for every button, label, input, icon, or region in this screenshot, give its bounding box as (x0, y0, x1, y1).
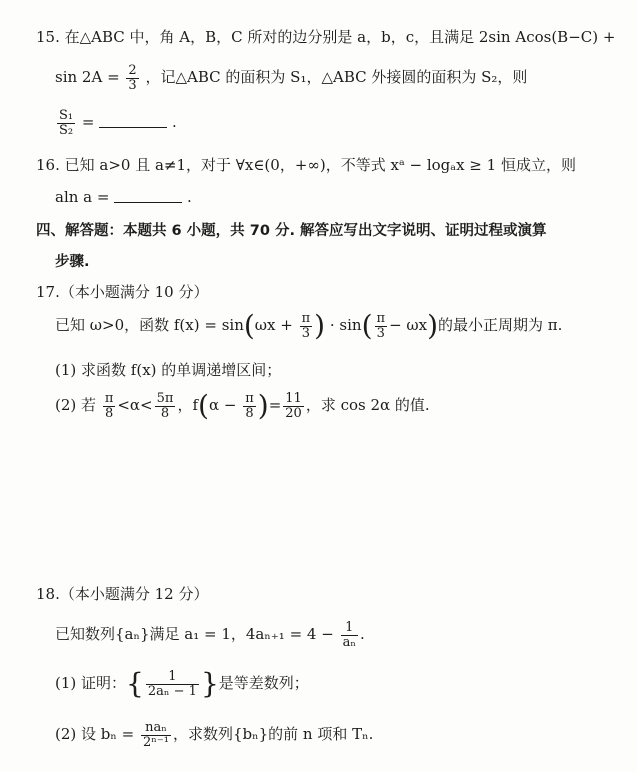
eight-den: 8 (160, 405, 170, 421)
section4-heading-line1: 四、解答题：本题共 6 小题，共 70 分. 解答应写出文字说明、证明过程或演算 (36, 223, 547, 239)
q15-fraction-two-thirds (126, 64, 138, 92)
q17-inner2: − ωx (389, 316, 428, 335)
q16-line1: 16. 已知 a>0 且 a≠1，对于 ∀x∈(0，+∞)，不等式 xᵃ − logₐx ≥ 1 恒成立，则 (36, 156, 576, 174)
q17-alpha-minus: α − (208, 396, 237, 415)
q17-inequality: <α< (117, 396, 153, 415)
pi-num: π (245, 391, 254, 406)
q15-equals: = (81, 113, 95, 132)
q17-frac-pi-3a (300, 312, 313, 340)
q15-line1: 15. 在△ABC 中，角 A，B，C 所对的边分别是 a，b，c，且满足 2sin Acos(B−C) + (36, 28, 616, 46)
q18-period: . (359, 625, 365, 644)
q18-frac-1-an (341, 621, 358, 649)
q17-frac-11-20 (283, 392, 304, 420)
q15-sin2a: sin 2A = (55, 68, 120, 87)
q16-period: . (187, 188, 192, 206)
two-an-minus-one-den: 2aₙ − 1 (147, 683, 197, 699)
three-den: 3 (301, 325, 311, 341)
q15-line2-text: ，记△ABC 的面积为 S₁，△ABC 外接圆的面积为 S₂，则 (145, 68, 528, 87)
q15-frac-num: 2 (128, 63, 137, 78)
pi-num: π (104, 391, 114, 406)
q17-inner1: ωx + (254, 316, 293, 335)
q18-part2-end: ，求数列{bₙ}的前 n 项和 Tₙ. (172, 725, 374, 744)
q17-f: ，f (177, 396, 199, 415)
q15-period: . (172, 113, 177, 132)
q15-s1: S₁ (59, 108, 74, 123)
q15-line3 (55, 109, 177, 137)
q18-part2-label: (2) 设 bₙ = (55, 725, 135, 744)
q18-part1-end: 是等差数列； (218, 674, 309, 693)
q17-part2: (2) 若 $\frac{\pi}{8}$ <α< $\frac{5\pi}{8}$ ，f(α − $\frac{\pi}{8}$ )= $\frac{11}{20}$ ，求 cos 2α 的值. (55, 389, 430, 423)
q15-answer-blank[interactable] (99, 115, 167, 128)
q17-frac-pi-8 (103, 392, 116, 420)
q18-header: 18.（本小题满分 12 分） (36, 585, 209, 603)
q17-part2-end: ，求 cos 2α 的值. (305, 396, 430, 415)
q15-line2 (55, 64, 527, 92)
q18-part2 (55, 721, 373, 749)
eight-den: 8 (245, 405, 254, 421)
q16-aln-a: aln a = (55, 188, 110, 206)
q18-frac-nan-2n (141, 721, 171, 749)
q18-part1-label: (1) 证明： (55, 674, 127, 693)
pi-num: π (376, 311, 386, 326)
q16-answer-blank[interactable] (114, 190, 182, 203)
an-den: aₙ (342, 634, 356, 650)
eleven-num: 11 (285, 391, 302, 406)
pi-num: π (301, 311, 311, 326)
one-num: 1 (341, 621, 358, 636)
two-pow-den: 2ⁿ⁻¹ (143, 734, 169, 750)
q17-times-sin: · sin (329, 316, 362, 335)
five-pi-num: 5π (156, 391, 174, 406)
q16-line2 (55, 188, 192, 206)
q17-frac-pi-8b (243, 392, 256, 420)
q15-fraction-s1-s2 (57, 109, 75, 137)
q18-frac-1-2an-1 (146, 670, 199, 698)
q18-sequence-def: 已知数列{aₙ}满足 a₁ = 1，4aₙ₊₁ = 4 − (55, 625, 334, 644)
section4-heading-line2: 步骤. (55, 254, 90, 270)
q18-part1: (1) 证明：{ $\frac{1}{\text{2aₙ − 1}}$ }是等差数列； (55, 667, 309, 701)
twenty-den: 20 (285, 405, 302, 421)
q17-header: 17.（本小题满分 10 分） (36, 283, 209, 301)
q17-period-text: 的最小正周期为 π. (438, 316, 563, 335)
q17-part2-label: (2) 若 (55, 396, 97, 415)
q17-function-def: 已知 ω>0，函数 f(x) = sin (55, 316, 244, 335)
eight-den: 8 (104, 405, 114, 421)
q17-part1: (1) 求函数 f(x) 的单调递增区间； (55, 361, 282, 379)
q17-equals: = (268, 396, 282, 415)
q15-s2: S₂ (59, 122, 74, 138)
one-num: 1 (146, 670, 199, 685)
q17-frac-5pi-8 (155, 392, 176, 420)
three-den: 3 (376, 325, 385, 341)
q15-frac-den: 3 (128, 77, 137, 93)
q18-statement (55, 621, 365, 649)
nan-num: naₙ (141, 721, 171, 736)
q17-statement: 已知 ω>0，函数 f(x) = sin(ωx + $\frac{\pi}{3}$ ) · sin( $\frac{\pi}{3}$ − ωx)的最小正周期为 π. (55, 309, 563, 343)
q17-frac-pi-3b (375, 312, 388, 340)
